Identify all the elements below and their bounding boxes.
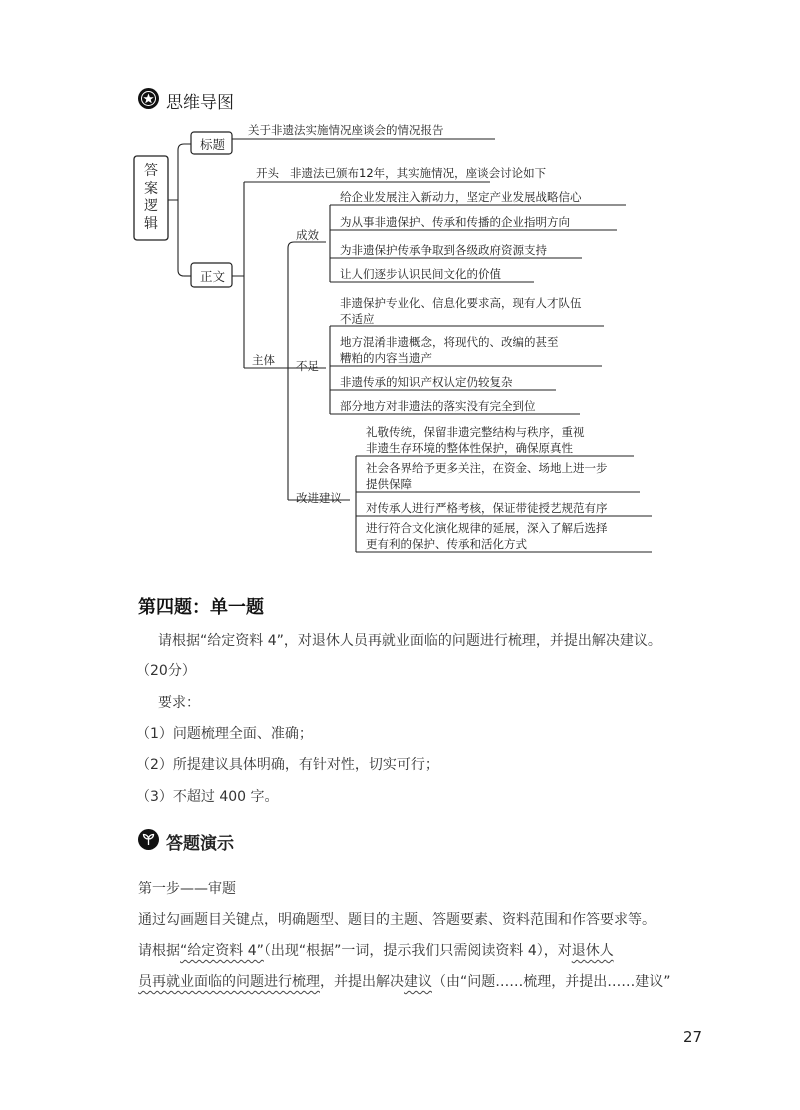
suggestion-item: 非遗生存环境的整体性保护，确保原真性: [366, 441, 573, 455]
demo-paragraph: 通过勾画题目关键点，明确题型、题目的主题、答题要素、资料范围和作答要求等。: [138, 912, 656, 928]
suggestion-item: 提供保障: [366, 477, 412, 491]
question-heading: 第四题：单一题: [138, 597, 264, 618]
achievement-item: 为从事非遗保护、传承和传播的企业指明方向: [340, 215, 570, 229]
step-one: 第一步——审题: [138, 881, 236, 897]
body-node: 正文: [200, 269, 226, 284]
requirement-item: （1）问题梳理全面、准确；: [136, 726, 313, 742]
shortcoming-item: 部分地方对非遗法的落实没有完全到位: [340, 399, 536, 413]
suggestions-label: 改进建议: [296, 491, 342, 505]
shortcoming-item: 非遗传承的知识产权认定仍较复杂: [340, 375, 513, 389]
underlined-text: 员再就业面临的: [138, 974, 236, 990]
suggestion-item: 对传承人进行严格考核，保证带徒授艺规范有序: [366, 501, 608, 515]
mindmap-title: 思维导图: [166, 93, 234, 113]
underlined-text: 问题: [236, 974, 264, 990]
suggestion-item: 更有利的保护、传承和活化方式: [366, 537, 527, 551]
shortcomings-label: 不足: [296, 359, 319, 373]
suggestion-item: 进行符合文化演化规律的延展，深入了解后选择: [366, 521, 608, 535]
text-run: （由“问题……梳理，并提出……建议”: [432, 974, 671, 990]
underlined-text: “给定资料 4”: [180, 943, 264, 959]
opening-text: 非遗法已颁布12年，其实施情况，座谈会讨论如下: [290, 166, 547, 180]
achievements-label: 成效: [296, 228, 319, 242]
title-text: 关于非遗法实施情况座谈会的情况报告: [248, 123, 444, 137]
requirement-item: （3）不超过 400 字。: [136, 789, 279, 805]
demo-line-2: [138, 940, 614, 960]
underlined-text: 建议: [404, 974, 432, 990]
sprout-badge-icon: [138, 829, 159, 850]
shortcoming-item: 不适应: [340, 312, 375, 326]
demo-title: 答题演示: [166, 834, 234, 854]
suggestion-item: 礼敬传统，保留非遗完整结构与秩序，重视: [366, 425, 585, 439]
requirement-item: （2）所提建议具体明确，有针对性，切实可行；: [136, 757, 439, 773]
shortcoming-item: 地方混淆非遗概念，将现代的、改编的甚至: [340, 335, 559, 349]
achievement-item: 给企业发展注入新动力，坚定产业发展战略信心: [340, 190, 582, 204]
main-label: 主体: [252, 353, 275, 367]
achievement-item: 让人们逐步认识民间文化的价值: [340, 267, 501, 281]
mindmap-root: 答案逻辑: [144, 163, 158, 232]
title-node: 标题: [200, 137, 226, 152]
achievement-item: 为非遗保护传承争取到各级政府资源支持: [340, 243, 547, 257]
demo-line-3: [138, 971, 671, 991]
text-run: 请根据: [138, 943, 180, 959]
shortcoming-item: 非遗保护专业化、信息化要求高，现有人才队伍: [340, 296, 582, 310]
shortcoming-item: 糟粕的内容当遗产: [340, 351, 432, 365]
question-score: （20分）: [136, 663, 196, 679]
text-run: （出现“根据”一词，提示我们只需阅读资料 4），对: [263, 943, 572, 959]
requirements-label: 要求：: [158, 695, 200, 711]
opening-label: 开头: [256, 166, 279, 180]
underlined-text: 退休人: [571, 943, 614, 959]
text-run: ，并提出解决: [320, 974, 404, 990]
question-prompt: 请根据“给定资料 4”，对退休人员再就业面临的问题进行梳理，并提出解决建议。: [158, 633, 662, 649]
suggestion-item: 社会各界给予更多关注，在资金、场地上进一步: [366, 461, 608, 475]
page-number: 27: [683, 1028, 703, 1046]
underlined-text: 进行梳理: [264, 974, 320, 990]
